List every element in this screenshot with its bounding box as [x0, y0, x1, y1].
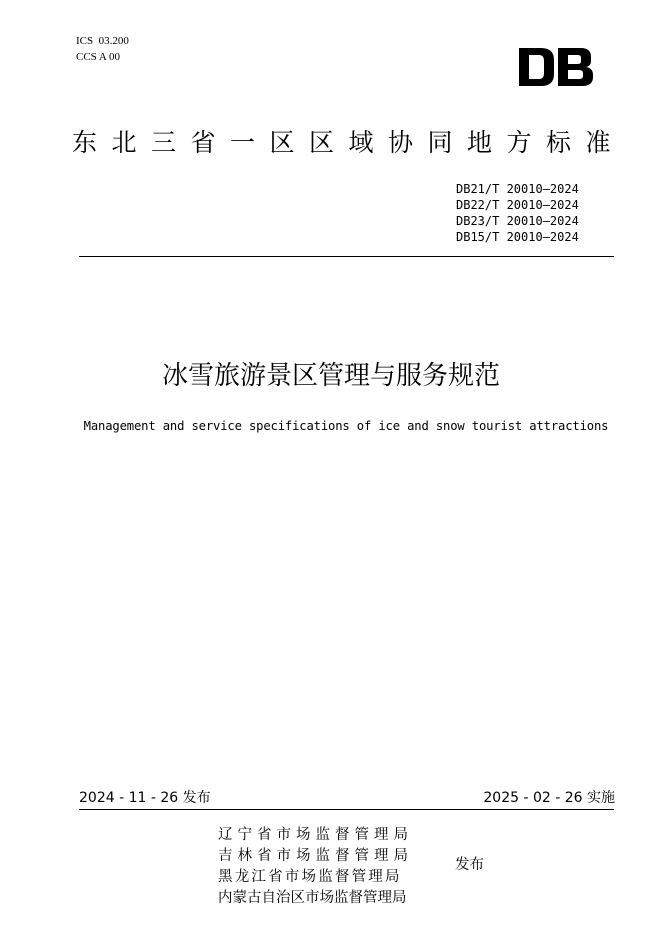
classification-codes	[76, 33, 129, 65]
document-title-en: Management and service specifications of ice and snow tourist attractions	[83, 419, 609, 433]
authority: 黑龙江省市场监督管理局	[218, 869, 402, 885]
footer-divider	[79, 809, 614, 810]
standard-type-title: 东北三省一区区域协同地方标准	[72, 128, 626, 157]
document-title-cn: 冰雪旅游景区管理与服务规范	[161, 361, 500, 391]
db-logo-d	[519, 48, 554, 86]
ics-code: ICS 03.200	[76, 35, 129, 47]
db-logo	[519, 48, 593, 86]
issued-label: 发布	[455, 857, 484, 873]
issue-date: 2024 - 11 - 26 发布	[79, 790, 211, 806]
standard-codes	[456, 181, 579, 245]
db-logo-b	[558, 48, 593, 86]
standard-code: DB22/T 20010—2024	[456, 198, 579, 212]
standard-code: DB23/T 20010—2024	[456, 214, 579, 228]
standard-code: DB21/T 20010—2024	[456, 182, 579, 196]
authority: 吉林省市场监督管理局	[218, 848, 413, 864]
header-divider	[79, 256, 614, 257]
authority: 辽宁省市场监督管理局	[218, 827, 413, 843]
issuing-authorities	[218, 825, 413, 909]
standard-code: DB15/T 20010—2024	[456, 230, 579, 244]
implementation-date: 2025 - 02 - 26 实施	[483, 790, 615, 806]
authority: 内蒙古自治区市场监督管理局	[218, 890, 407, 906]
ccs-code: CCS A 00	[76, 51, 121, 63]
